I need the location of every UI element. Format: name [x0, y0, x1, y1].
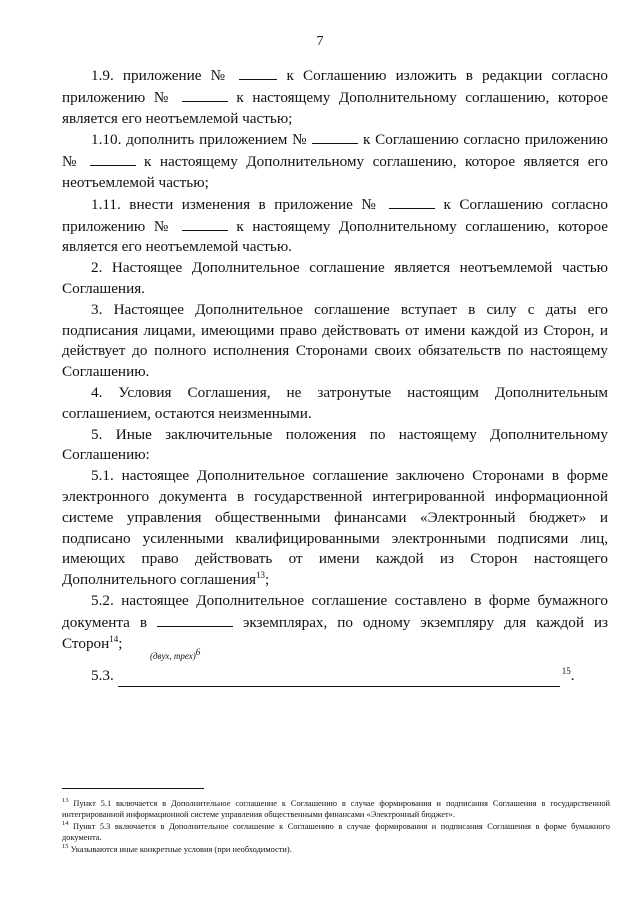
document-body — [62, 65, 608, 687]
footnote-text: Пункт 5.1 включается в Дополнительное соглашение к Соглашению в случае формирования и подписания Соглашения в государственной интегрированной информационной системе управления общественными финансами «Электронный бюджет». — [62, 799, 610, 819]
clause-1-10-part-c: к настоящему Дополнительному соглашению, которое является его неотъемлемой частью; — [62, 153, 608, 191]
footnotes — [62, 798, 610, 856]
clause-4: 4. Условия Соглашения, не затронутые настоящим Дополнительным соглашением, остаются неизменными. — [62, 383, 608, 422]
clause-5-2 — [62, 591, 608, 654]
footnote-separator — [62, 788, 204, 789]
clause-1-11-part-c: к настоящему Дополнительному соглашению, которое является его неотъемлемой частью. — [62, 217, 608, 256]
clause-5-1-end: ; — [264, 571, 270, 589]
footnote-14 — [62, 821, 610, 843]
appendix-number-blank — [389, 194, 435, 209]
footnote-number: 15 — [62, 843, 69, 851]
appendix-number-blank — [182, 87, 228, 102]
copies-count-blank — [157, 612, 233, 627]
footnote-ref-6: 6 — [195, 647, 201, 658]
appendix-number-blank — [90, 151, 136, 166]
clause-5-2-part-a: 5.2. настоящее Дополнительное соглашение составлено в форме бумажного документа в — [62, 591, 608, 631]
copies-count-hint-text: (двух, трех) — [150, 651, 196, 662]
clause-5-1 — [62, 466, 608, 591]
clause-1-9-part-a: 1.9. приложение № — [91, 67, 231, 84]
footnote-number: 13 — [62, 797, 69, 805]
clause-1-10 — [62, 129, 608, 193]
clause-1-10-part-b: к Соглашению согласно приложению № — [62, 131, 609, 171]
footnote-ref-13: 13 — [255, 570, 265, 581]
clause-1-10-part-a: 1.10. дополнить приложением № — [91, 131, 308, 149]
clause-1-9-part-c: к настоящему Дополнительному соглашению, которое является его неотъемлемой частью; — [62, 88, 608, 127]
clause-3: 3. Настоящее Дополнительное соглашение вступает в силу с даты его подписания лицами, имеющими право действовать от имени каждой из Сторон, и действует до полного исполнения Сторонами своих обязательств по настоящему Соглашению. — [62, 300, 608, 381]
appendix-number-blank — [312, 129, 358, 144]
footnote-number: 14 — [62, 820, 69, 828]
clause-5-2-part-b: экземплярах, по одному экземпляру для каждой из Сторон — [62, 613, 609, 652]
clause-5-2-end: ; — [118, 634, 123, 652]
footnote-text: Пункт 5.3 включается в Дополнительное соглашение к Соглашению в случае формирования и подписания Соглашения в форме бумажного документа. — [62, 822, 610, 842]
footnote-text: Указываются иные конкретные условия (при необходимости). — [70, 845, 292, 854]
clause-5: 5. Иные заключительные положения по настоящему Дополнительному Соглашению: — [62, 425, 608, 464]
footnote-ref-14: 14 — [109, 633, 119, 644]
clause-1-9-part-b: к Соглашению изложить в редакции согласно приложению № — [62, 67, 608, 106]
appendix-number-blank — [239, 65, 277, 80]
other-conditions-blank — [118, 670, 560, 687]
copies-count-hint — [150, 647, 608, 662]
page-number: 7 — [316, 34, 324, 49]
footnote-ref-15: 15 — [561, 666, 571, 677]
clause-5-3-end: . — [570, 667, 575, 685]
clause-5-3-label: 5.3. — [91, 667, 114, 685]
clause-1-11-part-a: 1.11. внести изменения в приложение № — [91, 195, 381, 213]
footnote-13 — [62, 798, 610, 820]
clause-1-9 — [62, 65, 608, 129]
clause-5-3 — [62, 666, 608, 687]
clause-2: 2. Настоящее Дополнительное соглашение является неотъемлемой частью Соглашения. — [62, 259, 608, 297]
appendix-number-blank — [182, 216, 228, 231]
clause-5-1-text: 5.1. настоящее Дополнительное соглашение заключено Сторонами в форме электронного документа в государственной интегрированной информационной системе управления общественными финансами «Электронный бюджет» и подписано усиленными квалифицированными электронными подписями лиц, имеющих право действовать от имени каждой из Сторон настоящего Дополнительного соглашения — [62, 467, 608, 589]
footnote-15 — [62, 844, 610, 855]
clause-1-11-part-b: к Соглашению согласно приложению № — [62, 195, 608, 235]
clause-1-11 — [62, 194, 608, 258]
